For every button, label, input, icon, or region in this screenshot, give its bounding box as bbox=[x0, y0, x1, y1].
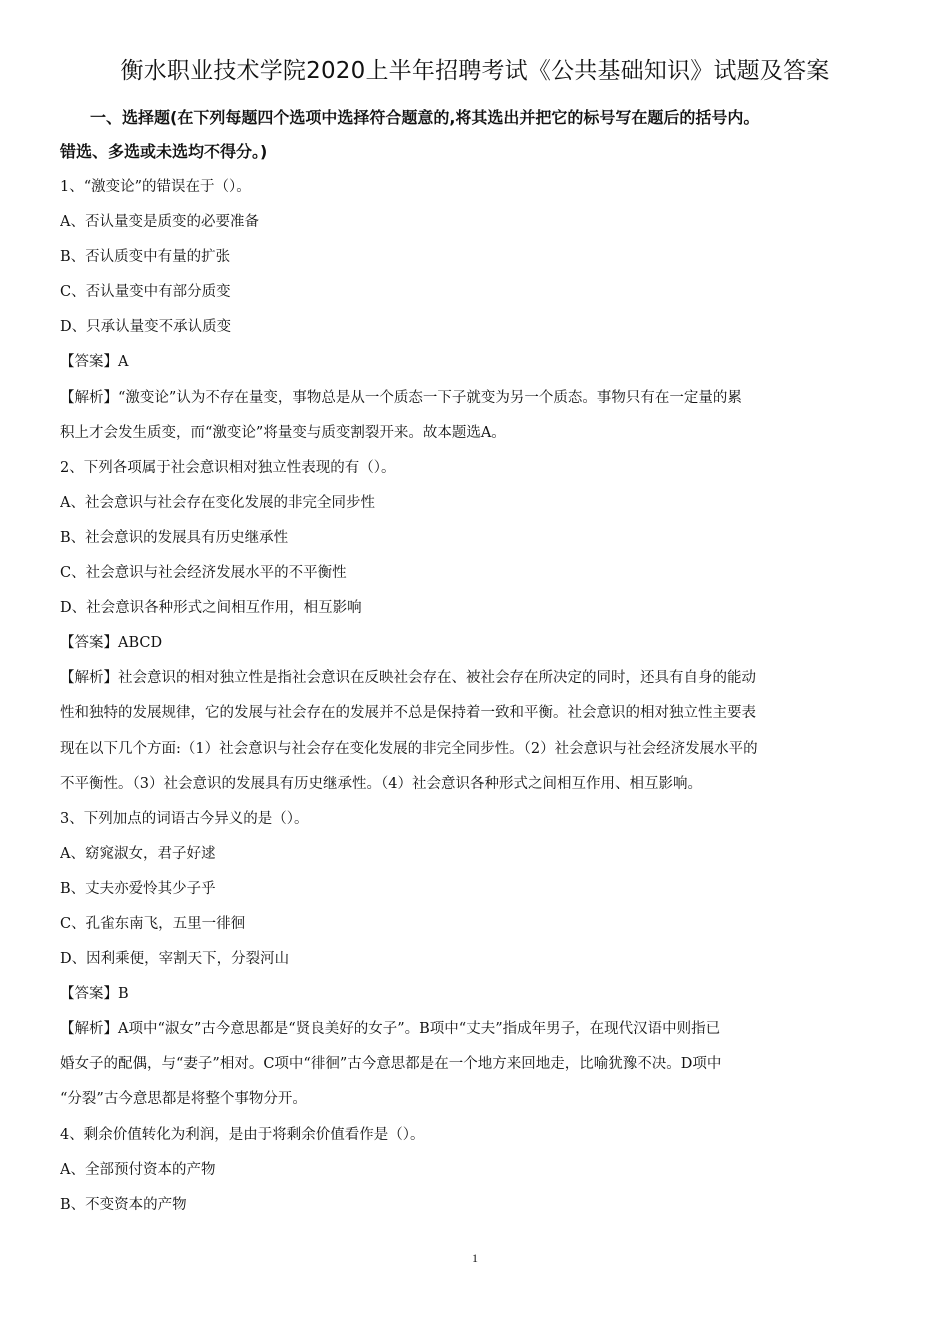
question-text: 4、剩余价值转化为利润，是由于将剩余价值看作是（）。 bbox=[60, 1126, 425, 1143]
analysis-line: 【解析】社会意识的相对独立性是指社会意识在反映社会存在、被社会存在所决定的同时，还具有自身的能动 bbox=[60, 670, 756, 687]
document-title: 衡水职业技术学院2020上半年招聘考试《公共基础知识》试题及答案 bbox=[120, 58, 830, 84]
question-block bbox=[60, 802, 898, 1118]
option-c: C、否认量变中有部分质变 bbox=[60, 284, 231, 301]
option-b: B、不变资本的产物 bbox=[60, 1196, 187, 1213]
option-a: A、全部预付资本的产物 bbox=[60, 1161, 216, 1178]
analysis-line: 【解析】A项中“淑女”古今意思都是“贤良美好的女子”。B项中“丈夫”指成年男子，在现代汉语中则指已 bbox=[60, 1021, 721, 1038]
question-text: 3、下列加点的词语古今异义的是（）。 bbox=[60, 810, 309, 827]
option-c: C、社会意识与社会经济发展水平的不平衡性 bbox=[60, 565, 347, 582]
option-d: D、只承认量变不承认质变 bbox=[60, 319, 232, 336]
answer-text: 【答案】A bbox=[60, 354, 129, 371]
option-b: B、丈夫亦爱怜其少子乎 bbox=[60, 880, 216, 897]
option-c: C、孔雀东南飞，五里一徘徊 bbox=[60, 915, 246, 932]
analysis-line: 不平衡性。（3）社会意识的发展具有历史继承性。（4）社会意识各种形式之间相互作用、相互影响。 bbox=[60, 775, 702, 792]
option-d: D、因利乘便，宰割天下，分裂河山 bbox=[60, 951, 290, 968]
option-d: D、社会意识各种形式之间相互作用，相互影响 bbox=[60, 600, 362, 617]
analysis-line: 性和独特的发展规律，它的发展与社会存在的发展并不总是保持着一致和平衡。社会意识的相对独立性主要表 bbox=[60, 705, 756, 722]
page-number: 1 bbox=[472, 1251, 478, 1265]
question-block bbox=[60, 451, 898, 802]
analysis-line: “分裂”古今意思都是将整个事物分开。 bbox=[60, 1091, 307, 1108]
question-block bbox=[60, 170, 898, 451]
answer-text: 【答案】B bbox=[60, 986, 129, 1003]
section-heading bbox=[60, 101, 898, 169]
section-heading-line-1: 一、选择题(在下列每题四个选项中选择符合题意的,将其选出并把它的标号写在题后的括号内。 bbox=[90, 108, 760, 127]
option-a: A、窈窕淑女，君子好逑 bbox=[60, 845, 216, 862]
answer-text: 【答案】ABCD bbox=[60, 635, 163, 652]
analysis-line: 积上才会发生质变，而“激变论”将量变与质变割裂开来。故本题选A。 bbox=[60, 424, 506, 441]
option-b: B、否认质变中有量的扩张 bbox=[60, 249, 231, 266]
question-block bbox=[60, 1118, 898, 1223]
analysis-line: 【解析】“激变论”认为不存在量变，事物总是从一个质态一下子就变为另一个质态。事物只有在一定量的累 bbox=[60, 389, 742, 406]
section-heading-line-2: 错选、多选或未选均不得分。) bbox=[60, 142, 268, 161]
question-text: 1、“激变论”的错误在于（）。 bbox=[60, 179, 251, 195]
question-text: 2、下列各项属于社会意识相对独立性表现的有（）。 bbox=[60, 459, 396, 476]
question-list bbox=[60, 170, 898, 1223]
analysis-line: 现在以下几个方面:（1）社会意识与社会存在变化发展的非完全同步性。（2）社会意识与社会经济发展水平的 bbox=[60, 740, 758, 757]
option-b: B、社会意识的发展具有历史继承性 bbox=[60, 529, 289, 546]
option-a: A、否认量变是质变的必要准备 bbox=[60, 214, 259, 231]
option-a: A、社会意识与社会存在变化发展的非完全同步性 bbox=[60, 494, 375, 511]
analysis-line: 婚女子的配偶，与“妻子”相对。C项中“徘徊”古今意思都是在一个地方来回地走，比喻犹豫不决。D项中 bbox=[60, 1056, 722, 1073]
